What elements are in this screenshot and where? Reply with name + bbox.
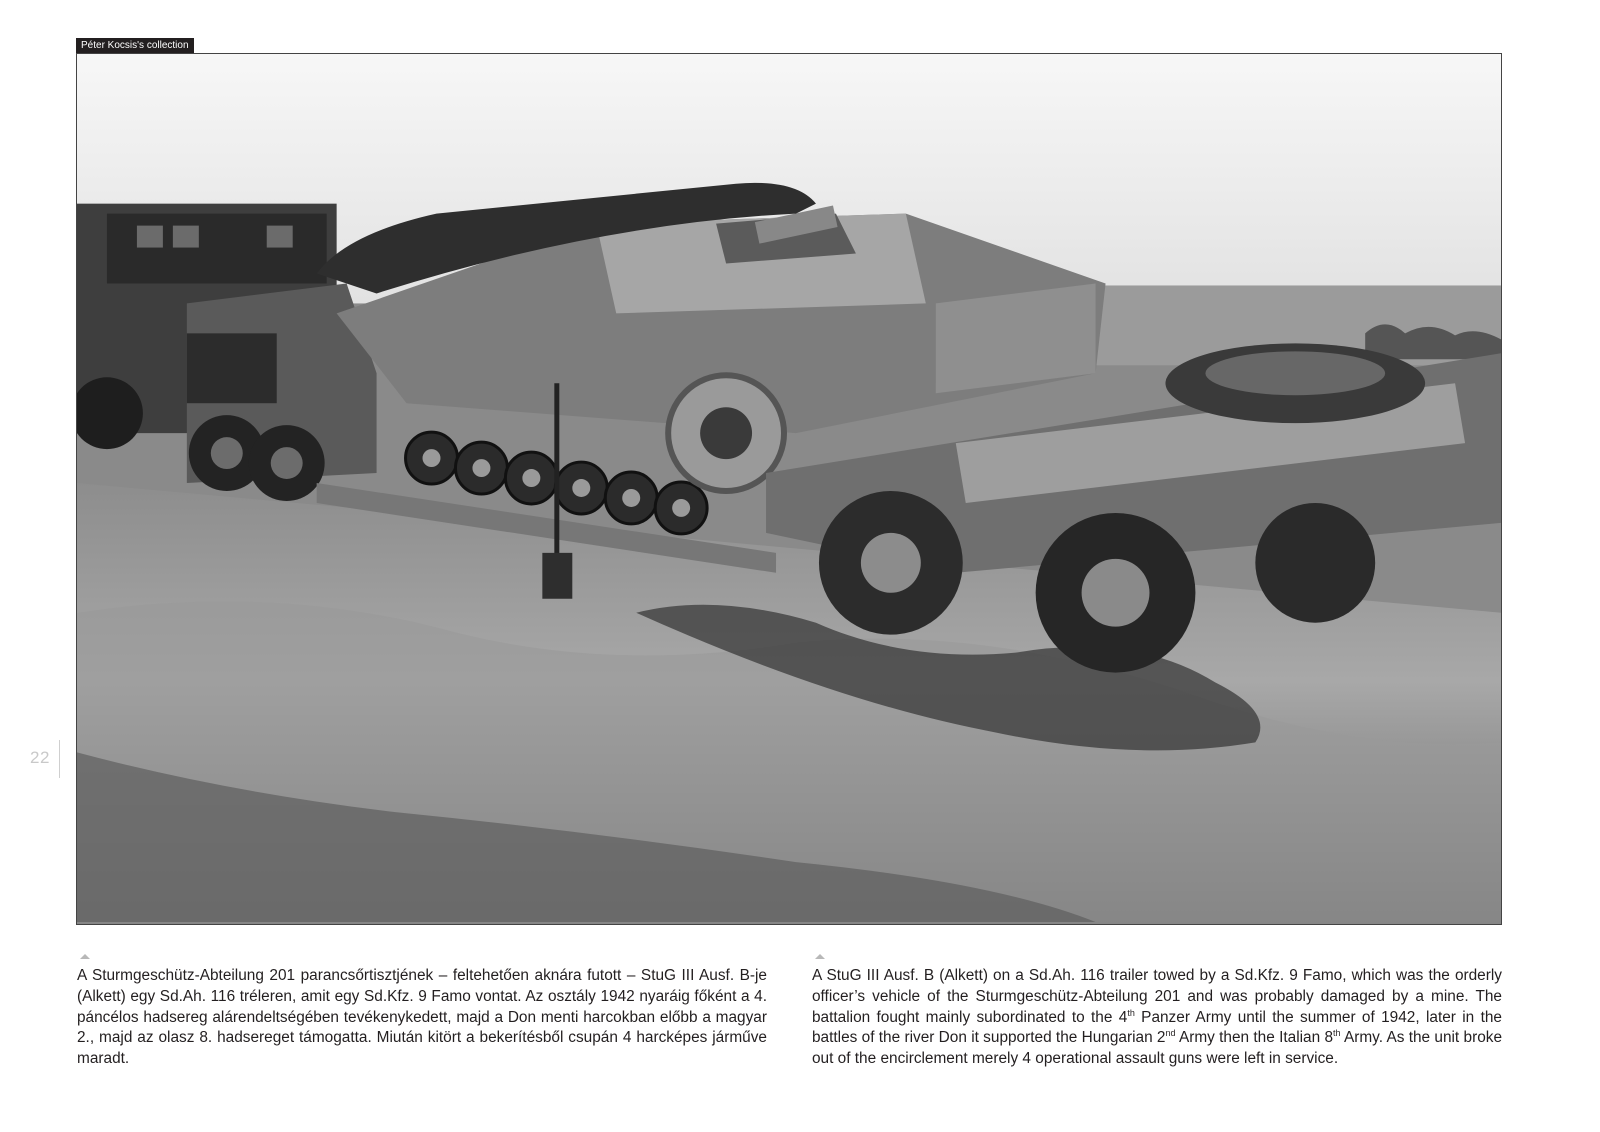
caption-hungarian: A Sturmgeschütz-Abteilung 201 parancsőrtisztjének – feltehetően aknára futott – StuG III Ausf. B-je (Alkett) egy Sd.Ah. 116 tréleren, amit egy Sd.Kfz. 9 Famo vontat. Az osztály 1942 nyaráig főként a 4. páncélos hadsereg alárendeltségében tevékenykedett, majd a Don menti harcokban előbb a magyar 2., majd az olasz 8. hadsereget támogatta. Miután kitört a bekerítésből csupán 4 harcképes járműve maradt. bbox=[77, 967, 767, 1068]
caption-english-superscript: th bbox=[1333, 1028, 1341, 1039]
page-number: 22 bbox=[30, 748, 50, 767]
caption-english-part: A StuG III Ausf. B (Alkett) on a Sd.Ah. 116 trailer towed by a Sd.Kfz. 9 Famo, which was the orderly officer’s vehicle of the Sturmgeschütz-Abteilung 201 and was probably damaged by a mine. The battalion fought mainly subordinated to the 4 bbox=[812, 967, 1502, 1026]
photo-illustration bbox=[77, 54, 1501, 924]
caption-english-part: Army. As the unit broke out of the encirclement merely 4 operational assault guns were left in service. bbox=[812, 1029, 1503, 1068]
caption-english bbox=[812, 966, 1502, 1070]
caption-marker-icon bbox=[815, 954, 825, 959]
caption-english-part: Panzer Army until the summer of 1942, later in the battles of the river Don it supported the Hungarian 2 bbox=[812, 1008, 1502, 1047]
caption-marker-icon bbox=[80, 954, 90, 959]
photo-credit: Péter Kocsis's collection bbox=[76, 38, 194, 53]
caption-english-superscript: th bbox=[1127, 1007, 1135, 1018]
shovel bbox=[554, 383, 559, 563]
caption-english-superscript: nd bbox=[1165, 1028, 1176, 1039]
caption-english-part: Army then the Italian 8 bbox=[1175, 1029, 1334, 1047]
page-number-rule bbox=[59, 740, 60, 778]
photograph bbox=[76, 53, 1502, 925]
